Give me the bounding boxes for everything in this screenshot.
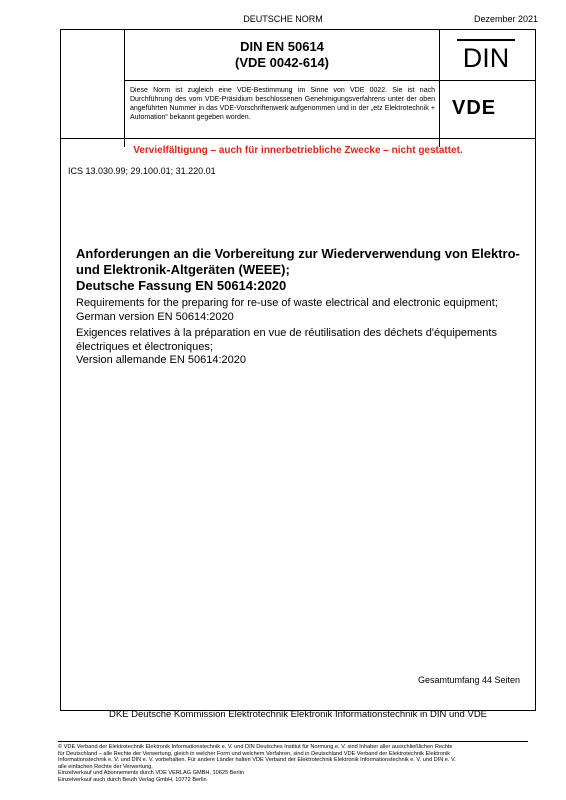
footer-sales-vde: Einzelverkauf und Abonnements durch VDE VERLAG GMBH, 10625 Berlin bbox=[58, 770, 244, 777]
din-logo bbox=[455, 38, 517, 72]
divider-right bbox=[439, 29, 440, 147]
title-french-line1: Exigences relatives à la préparation en vue de réutilisation des déchets d'équipements bbox=[76, 327, 497, 339]
vde-note: Diese Norm ist zugleich eine VDE-Bestimmung im Sinne von VDE 0022. Sie ist nach Durchführung des vom VDE-Präsidium beschlossenen Genehmigungsverfahrens unter der oben angeführten Nummer in das VDE-Vorschriftenwerk aufgenommen und in der „etz Elektrotechnik + Automation“ bekannt gegeben worden. bbox=[130, 87, 435, 121]
title-english bbox=[76, 297, 526, 324]
footer-line: © VDE Verband der Elektrotechnik Elektronik Informationstechnik e. V. und DIN Deutsches Institut für Normung e. V. sind Inhaber aller ausschließlichen Rechte bbox=[58, 744, 453, 750]
copy-warning: Vervielfältigung – auch für innerbetriebliche Zwecke – nicht gestattet. bbox=[133, 145, 463, 156]
footer-line: für Deutschland – alle Rechte der Verwertung, gleich in welcher Form und welchem Verfahren, sind in Deutschland VDE Verband der Elektrotechnik Elektronik bbox=[58, 750, 451, 757]
footer-rule bbox=[58, 741, 528, 742]
footer-line: Informationstechnik e. V. und DIN e. V. vorbehalten. Für andere Länder halten VDE Verband der Elektrotechnik Elektronik Informationstechnik e. V. und DIN e. V. bbox=[58, 757, 456, 764]
title-english-line1: Requirements for the preparing for re-use of waste electrical and electronic equipment; bbox=[76, 297, 498, 309]
standard-number: DIN EN 50614 bbox=[240, 39, 324, 54]
standard-title bbox=[125, 39, 439, 71]
title-german-line2: und Elektronik-Altgeräten (WEEE); bbox=[76, 262, 290, 277]
publication-date: Dezember 2021 bbox=[473, 14, 538, 24]
title-german-line3: Deutsche Fassung EN 50614:2020 bbox=[76, 278, 287, 293]
vde-logo: VDE bbox=[452, 97, 497, 119]
title-german bbox=[76, 246, 526, 294]
committee-name: DKE Deutsche Kommission Elektrotechnik Elektronik Informationstechnik in DIN und VDE bbox=[108, 709, 488, 720]
footer-line: alle einfachen Rechte der Verwertung. bbox=[58, 763, 153, 770]
footer-sales-beuth: Einzelverkauf auch durch Beuth Verlag GmbH, 10772 Berlin bbox=[58, 776, 207, 783]
title-french bbox=[76, 327, 526, 368]
title-german-line1: Anforderungen an die Vorbereitung zur Wiederverwendung von Elektro- bbox=[76, 246, 520, 261]
divider-bottom bbox=[60, 138, 536, 139]
ics-codes: ICS 13.030.99; 29.100.01; 31.220.01 bbox=[68, 166, 216, 176]
divider-mid bbox=[124, 80, 536, 81]
footer-copyright bbox=[58, 744, 528, 784]
document-series: DEUTSCHE NORM bbox=[243, 14, 323, 24]
title-french-line2: électriques et électroniques; bbox=[76, 340, 213, 353]
title-english-line2: German version EN 50614:2020 bbox=[76, 310, 234, 323]
title-french-line3: Version allemande EN 50614:2020 bbox=[76, 354, 247, 366]
title-block-frame bbox=[60, 29, 536, 711]
vde-number: (VDE 0042-614) bbox=[235, 55, 329, 70]
total-pages: Gesamtumfang 44 Seiten bbox=[417, 675, 520, 685]
din-logo-text: DIN bbox=[462, 43, 510, 72]
